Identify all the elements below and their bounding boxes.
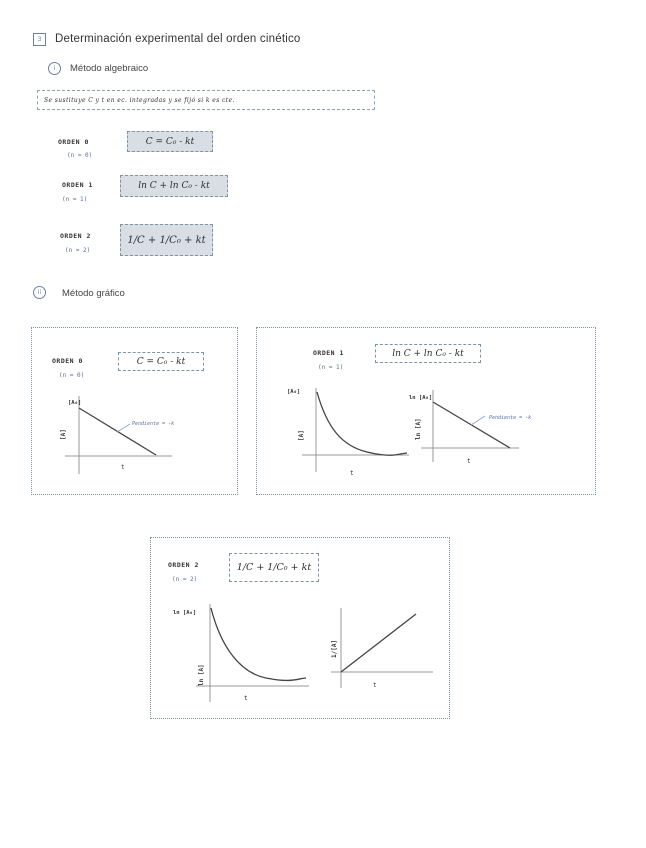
order0-label: ORDEN 0: [58, 138, 89, 146]
order0-equation: C = C₀ - kt: [127, 131, 213, 152]
panel1-label: ORDEN 1: [313, 349, 344, 357]
section-number-badge: 3: [33, 33, 46, 46]
method-note: Se sustituye C y t en ec. integradas y se fijó si k es cte.: [44, 96, 235, 104]
order1-right-ytop: ln [A₀]: [409, 395, 433, 401]
method-graphical-title: Método gráfico: [62, 288, 125, 299]
order1-left-ytop: [A₀]: [287, 389, 301, 395]
panel2-n: (n = 2): [172, 576, 198, 583]
order2-right-xaxis: t: [373, 682, 377, 689]
order0-xaxis-label: t: [121, 464, 125, 471]
method-graphical-badge: ii: [33, 286, 46, 299]
method-algebraic-title: Método algebraico: [70, 63, 149, 74]
order2-left-yaxis: ln [A]: [198, 664, 205, 686]
panel2-equation: 1/C + 1/C₀ + kt: [229, 553, 319, 582]
order0-slope-label: Pendiente = -k: [132, 421, 175, 427]
order2-plots: [151, 538, 449, 718]
order2-left-curve: [211, 608, 306, 680]
order2-left-ytop: ln [A₀]: [173, 610, 197, 616]
order1-right-yaxis: ln [A]: [415, 418, 422, 440]
order1-left-xaxis: t: [350, 470, 354, 477]
panel0-equation: C = C₀ - kt: [118, 352, 204, 371]
order1-equation: ln C + ln C₀ - kt: [120, 175, 228, 197]
order1-label: ORDEN 1: [62, 181, 93, 189]
method-note-box: [37, 90, 375, 110]
order1-plots: [257, 328, 595, 494]
panel2-label: ORDEN 2: [168, 561, 199, 569]
order1-n: (n = 1): [62, 196, 88, 203]
order2-right-line: [341, 614, 416, 672]
order2-right-yaxis: 1/[A]: [331, 639, 338, 658]
panel1-equation: ln C + ln C₀ - kt: [375, 344, 481, 363]
panel0-n: (n = 0): [59, 372, 85, 379]
order0-slope-pointer: [117, 424, 130, 432]
graph-panel-order2: [150, 537, 450, 719]
order1-left-yaxis: [A]: [298, 430, 305, 441]
order0-plot: [32, 328, 237, 494]
order1-slope-label: Pendiente = -k: [489, 415, 532, 421]
order2-n: (n = 2): [65, 247, 91, 254]
method-algebraic-badge: i: [48, 62, 61, 75]
order1-right-xaxis: t: [467, 458, 471, 465]
order0-yaxis-label: [A]: [60, 429, 67, 440]
section-title: Determinación experimental del orden cinético: [55, 33, 301, 45]
panel0-label: ORDEN 0: [52, 357, 83, 365]
panel1-n: (n = 1): [318, 364, 344, 371]
graph-panel-order0: [31, 327, 238, 495]
order2-equation: 1/C + 1/C₀ + kt: [120, 224, 213, 256]
order0-ytop-label: [A₀]: [68, 400, 82, 406]
order2-label: ORDEN 2: [60, 232, 91, 240]
order1-left-curve: [317, 392, 407, 455]
order1-slope-pointer: [471, 416, 485, 425]
order2-left-xaxis: t: [244, 695, 248, 702]
order0-n: (n = 0): [67, 152, 93, 159]
graph-panel-order1: [256, 327, 596, 495]
